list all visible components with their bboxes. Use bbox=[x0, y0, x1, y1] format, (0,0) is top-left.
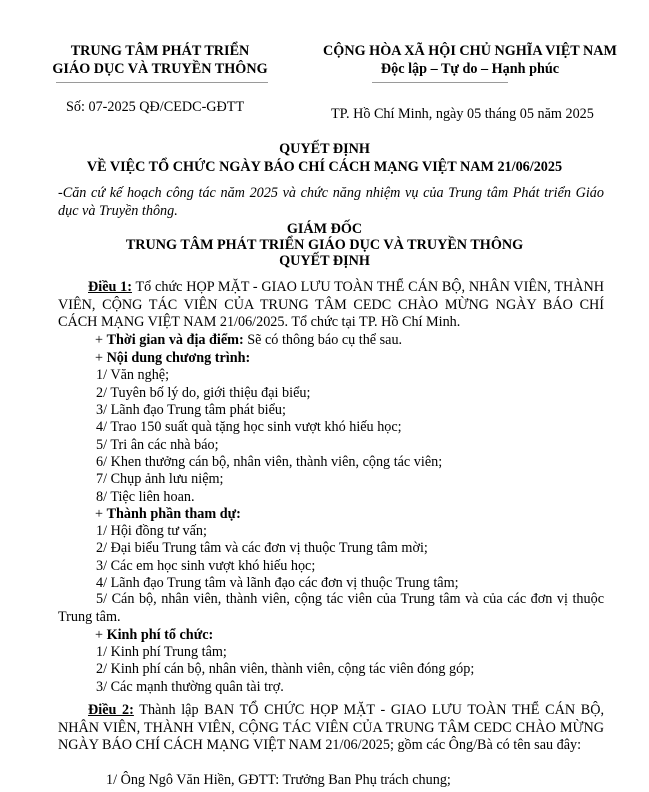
bullet: + bbox=[95, 350, 107, 366]
nation-name: CỘNG HÒA XÃ HỘI CHỦ NGHĨA VIỆT NAM bbox=[323, 43, 617, 59]
article-1-text: Tổ chức HỌP MẶT - GIAO LƯU TOÀN THỂ CÁN BỘ, NHÂN VIÊN, THÀNH VIÊN, CỘNG TÁC VIÊN CỦA TRUNG TÂM CEDC CHÀO MỪNG NGÀY BÁO CHÍ CÁCH MẠNG VIỆT NAM 21/06/2025. Tổ chức tại TP. Hồ Chí Minh. bbox=[58, 279, 604, 331]
place-date: TP. Hồ Chí Minh, ngày 05 tháng 05 năm 2025 bbox=[331, 106, 594, 122]
article-1-label: Điều 1: bbox=[88, 279, 132, 295]
decision-subject: VỀ VIỆC TỔ CHỨC NGÀY BÁO CHÍ CÁCH MẠNG VIỆT NAM 21/06/2025 bbox=[86, 159, 563, 175]
participant-item: 5/ Cán bộ, nhân viên, thành viên, cộng tác viên của Trung tâm và của các đơn vị thuộc Trung tâm. bbox=[58, 591, 604, 625]
funding-heading bbox=[95, 626, 213, 644]
article-1 bbox=[58, 279, 604, 332]
participant-item: 3/ Các em học sinh vượt khó hiếu học; bbox=[96, 558, 316, 574]
program-item: 3/ Lãnh đạo Trung tâm phát biểu; bbox=[96, 402, 286, 418]
org-name-line2: GIÁO DỤC VÀ TRUYỀN THÔNG bbox=[52, 61, 268, 77]
funding-item: 2/ Kinh phí cán bộ, nhân viên, thành viên, cộng tác viên đóng góp; bbox=[96, 661, 475, 677]
time-place-label: Thời gian và địa điểm: bbox=[106, 332, 244, 348]
program-item: 6/ Khen thưởng cán bộ, nhân viên, thành viên, cộng tác viên; bbox=[96, 454, 443, 470]
authority-decides: QUYẾT ĐỊNH bbox=[279, 253, 370, 269]
funding-item: 3/ Các mạnh thường quân tài trợ. bbox=[96, 679, 284, 695]
bullet: + bbox=[95, 506, 107, 522]
participant-item: 4/ Lãnh đạo Trung tâm và lãnh đạo các đơn vị thuộc Trung tâm; bbox=[96, 575, 459, 591]
bullet: + bbox=[95, 627, 107, 643]
legal-basis: -Căn cứ kế hoạch công tác năm 2025 và chức năng nhiệm vụ của Trung tâm Phát triển Giáo dục và Truyền thông. bbox=[58, 185, 604, 219]
nation-motto: Độc lập – Tự do – Hạnh phúc bbox=[380, 61, 560, 77]
article-2-text: Thành lập BAN TỔ CHỨC HỌP MẶT - GIAO LƯU TOÀN THỂ CÁN BỘ, NHÂN VIÊN, THÀNH VIÊN, CỘNG TÁC VIÊN CỦA TRUNG TÂM CEDC CHÀO MỪNG NGÀY BÁO CHÍ CÁCH MẠNG VIỆT NAM 21/06/2025; gồm các Ông/Bà có tên sau đây: bbox=[58, 702, 605, 754]
participants-label: Thành phần tham dự: bbox=[106, 506, 241, 522]
funding-label: Kinh phí tổ chức: bbox=[106, 627, 214, 643]
org-underline bbox=[56, 82, 268, 83]
authority-org: TRUNG TÂM PHÁT TRIỂN GIÁO DỤC VÀ TRUYỀN THÔNG bbox=[125, 237, 524, 253]
participants-heading bbox=[95, 505, 241, 523]
program-heading bbox=[95, 349, 250, 367]
motto-underline bbox=[372, 82, 508, 83]
participant-item: 2/ Đại biểu Trung tâm và các đơn vị thuộc Trung tâm mời; bbox=[96, 540, 428, 556]
org-name-line1: TRUNG TÂM PHÁT TRIỂN bbox=[70, 43, 250, 59]
bullet: + bbox=[95, 332, 107, 348]
program-item: 5/ Tri ân các nhà báo; bbox=[96, 437, 219, 453]
time-place bbox=[95, 331, 402, 349]
committee-member: 1/ Ông Ngô Văn Hiền, GĐTT: Trưởng Ban Phụ trách chung; bbox=[106, 772, 451, 788]
program-item: 4/ Trao 150 suất quà tặng học sinh vượt khó hiếu học; bbox=[96, 419, 402, 435]
program-item: 1/ Văn nghệ; bbox=[96, 367, 170, 383]
program-item: 8/ Tiệc liên hoan. bbox=[96, 489, 195, 505]
authority-title: GIÁM ĐỐC bbox=[286, 221, 363, 237]
article-2 bbox=[58, 702, 604, 755]
funding-item: 1/ Kinh phí Trung tâm; bbox=[96, 644, 227, 660]
program-item: 2/ Tuyên bố lý do, giới thiệu đại biểu; bbox=[96, 385, 311, 401]
program-label: Nội dung chương trình: bbox=[106, 350, 251, 366]
participant-item: 1/ Hội đồng tư vấn; bbox=[96, 523, 207, 539]
time-place-text: Sẽ có thông báo cụ thể sau. bbox=[243, 332, 403, 348]
document-number: Số: 07-2025 QĐ/CEDC-GĐTT bbox=[66, 99, 245, 115]
article-2-label: Điều 2: bbox=[88, 702, 134, 718]
decision-title: QUYẾT ĐỊNH bbox=[279, 141, 370, 157]
program-item: 7/ Chụp ảnh lưu niệm; bbox=[96, 471, 224, 487]
